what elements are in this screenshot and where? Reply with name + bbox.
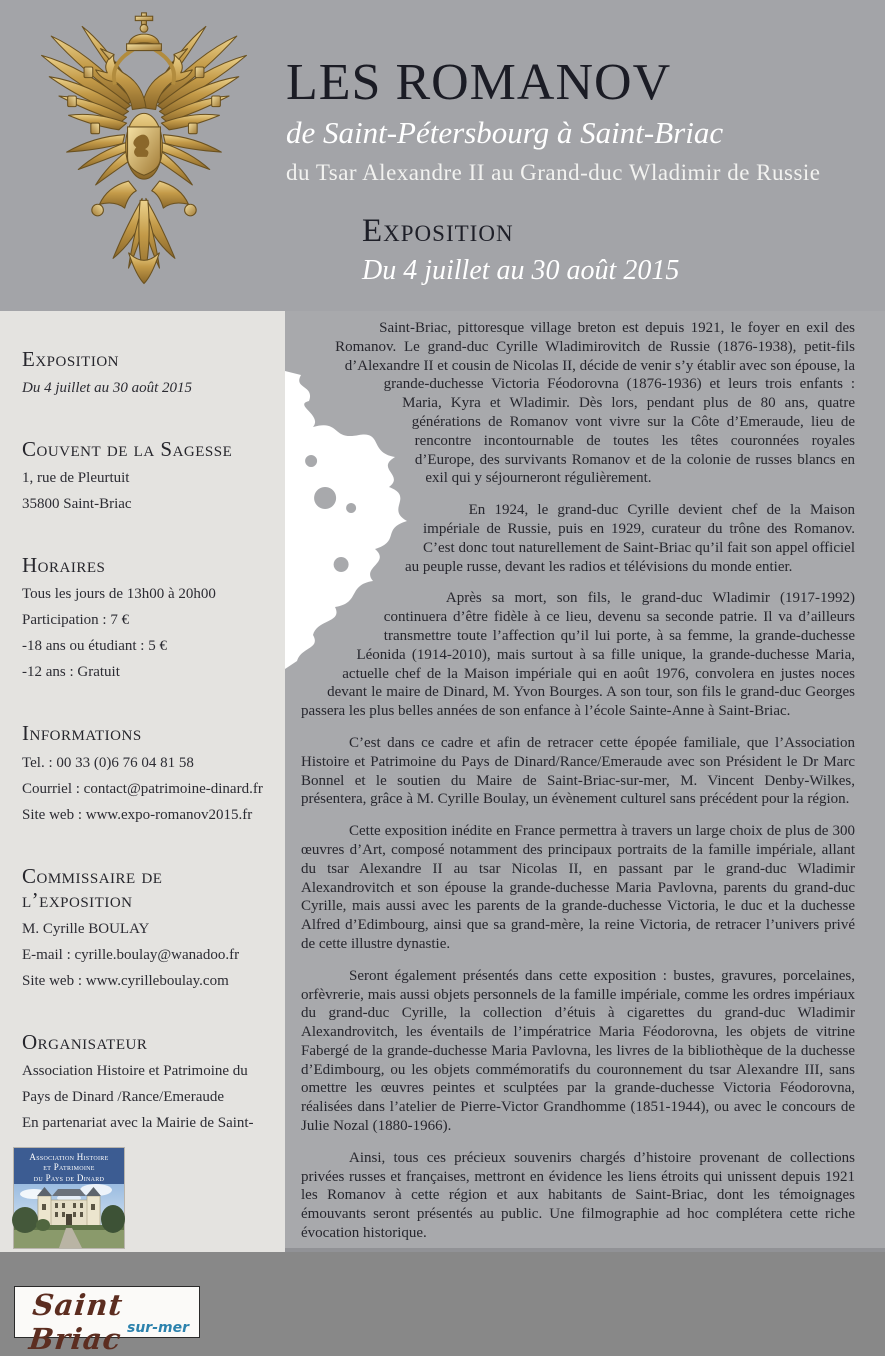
- header-subtitle-line2: du Tsar Alexandre II au Grand-duc Wladimir de Russie: [286, 159, 821, 185]
- commissaire-email: E-mail : cyrille.boulay@wanadoo.fr: [22, 946, 240, 963]
- association-logo-line1: Association Histoire: [29, 1151, 109, 1162]
- exposition-dates: Du 4 juillet au 30 août 2015: [22, 380, 192, 397]
- horaires-price-child: -12 ans : Gratuit: [22, 664, 120, 681]
- sidebar-heading-exposition: Exposition: [22, 347, 119, 371]
- sidebar-heading-commissaire: Commissaire de l’exposition: [22, 863, 163, 912]
- main-text: [285, 311, 885, 1252]
- body-paragraph-4: C’est dans ce cadre et afin de retracer cette épopée familiale, que l’Association Histoire et Patrimoine du Pays de Dinard/Rance/Emeraude avec son Président le Dr Marc Bonnel et le soutien du Maire de Saint-Briac-sur-mer, M. Vincent Denby-Wilkes, présentera, grâce à M. Cyrille Boulay, un évènement culturel sans précédent pour la région.: [301, 734, 855, 808]
- association-logo-line2: et Patrimoine: [43, 1162, 95, 1173]
- association-logo-text: [14, 1152, 124, 1184]
- info-email: Courriel : contact@patrimoine-dinard.fr: [22, 780, 263, 797]
- header-exposition-label: Exposition: [362, 212, 514, 249]
- horaires-price-student: -18 ans ou étudiant : 5 €: [22, 638, 167, 655]
- commissaire-name: M. Cyrille BOULAY: [22, 920, 150, 937]
- header: [0, 0, 885, 311]
- header-subtitle: de Saint-Pétersbourg à Saint-Briac: [286, 114, 724, 150]
- sidebar-section-horaires: [22, 553, 265, 685]
- body-paragraph-5: Cette exposition inédite en France permettra à travers un large choix de plus de 300 œuvres d’Art, composé notamment des principaux portraits de la famille impériale, allant du tsar Alexandre II au tsar Nicolas II, en passant par le grand-duc Wladimir Alexandrovitch et son épouse la grande-duchesse Maria Pavlovna, parents du grand-duc Cyrille, mais aussi avec les parents de la grande-duchesse Victoria, le duc et la duchesse Alfred d’Edimbourg, ainsi que sa grand-mère, la reine Victoria, de retracer l’univers privé de cette illustre dynastie.: [301, 823, 855, 952]
- association-logo: [14, 1148, 124, 1248]
- horaires-hours: Tous les jours de 13h00 à 20h00: [22, 586, 216, 603]
- sidebar-section-exposition: [22, 347, 265, 401]
- body-paragraph-3: Après sa mort, son fils, le grand-duc Wladimir (1917-1992) continuera d’être fidèle à ce lieu, devenu sa seconde patrie. Il va d’ailleurs transmettre toute l’affection qu’il lui porte, à sa femme, la grande-duchesse Léonida (1914-2010), mais surtout à sa fille unique, la grande-duchesse Maria, actuelle chef de la Maison impériale qui en août 1976, convolera en justes noces devant le maire de Dinard, M. Yvon Bourges. A son tour, son fils le grand-duc Georges passera les plus belles années de son enfance à l’école Sainte-Anne à Saint-Briac.: [301, 590, 855, 720]
- info-phone: Tel. : 00 33 (0)6 76 04 81 58: [22, 754, 194, 771]
- body-paragraph-1: Saint-Briac, pittoresque village breton est depuis 1921, le foyer en exil des Romanov. Le grand-duc Cyrille Wladimirovitch de Russie (1876-1938), petit-fils d’Alexandre II et cousin de Nicolas II, décide de venir s’y établir avec son épouse, la grande-duchesse Victoria Féodorovna (1876-1936) et leurs trois enfants : Maria, Kyra et Wladimir. Dès lors, pendant plus de 80 ans, quatre générations de Romanov vont vivre sur la Côte d’Emeraude, lieu de rencontre incontournable de toutes les têtes couronnées royales d’Europe, des survivants Romanov et de la colonie de russes blancs en exil qui y séjourneront régulièrement.: [335, 320, 855, 487]
- horaires-price: Participation : 7 €: [22, 612, 130, 629]
- saint-briac-logo-suffix: sur-mer: [126, 1319, 189, 1336]
- sidebar: [0, 311, 285, 1356]
- sidebar-heading-venue: Couvent de la Sagesse: [22, 437, 233, 462]
- page-title: LES ROMANOV: [286, 54, 672, 111]
- venue-street: 1, rue de Pleurtuit: [22, 470, 130, 487]
- body-paragraph-6: Seront également présentés dans cette exposition : bustes, gravures, porcelaines, orfèvrerie, mais aussi objets personnels de la famille impériale, comme les ordres impériaux du grand-duc Cyrille, la collection d’étuis à cigarettes du grand-duc Wladimir Alexandrovitch, les éventails de l’impératrice Maria Féodorovna, les objets de vitrine Fabergé de la grande-duchesse Maria Pavlovna, les livres de la bibliothèque de la duchesse d’Edimbourg, ou les objets commémoratifs du couronnement du tsar Alexandre III, sans omettre les œuvres peintes et sculptées par la grande-duchesse Victoria Féodorovna, réalisées dans l’atelier de Pierre-Victor Grandhomme (1851-1944), ou avec le concours de Julie Nozal (1880-1966).: [301, 967, 855, 1135]
- imperial-eagle-emblem: [28, 6, 260, 302]
- header-exposition-dates: Du 4 juillet au 30 août 2015: [362, 254, 680, 286]
- sidebar-heading-horaires: Horaires: [22, 553, 106, 578]
- venue-city: 35800 Saint-Briac: [22, 496, 132, 513]
- sidebar-heading-informations: Informations: [22, 721, 142, 746]
- commissaire-website: Site web : www.cyrilleboulay.com: [22, 972, 229, 989]
- page-bottom-edge: [285, 1248, 885, 1252]
- sidebar-section-commissaire: [22, 864, 265, 994]
- organisateur-line1: Association Histoire et Patrimoine du: [22, 1062, 248, 1079]
- info-website: Site web : www.expo-romanov2015.fr: [22, 806, 253, 823]
- sidebar-section-organisateur: [22, 1030, 265, 1136]
- sidebar-heading-organisateur: Organisateur: [22, 1029, 148, 1054]
- saint-briac-logo-name: Saint Briac: [27, 1287, 125, 1356]
- sidebar-section-venue: [22, 437, 265, 517]
- sidebar-section-informations: [22, 721, 265, 827]
- association-logo-line3: du Pays de Dinard: [33, 1172, 105, 1183]
- body-paragraph-2: En 1924, le grand-duc Cyrille devient chef de la Maison impériale de Russie, puis en 1929, curateur du trône des Romanov. C’est donc tout naturellement de Saint-Briac qu’il fait son appel officiel au peuple russe, devant les radios et télévisions du monde entier.: [405, 502, 855, 575]
- organisateur-line2: Pays de Dinard /Rance/Emeraude: [22, 1088, 225, 1105]
- organisateur-line3: En partenariat avec la Mairie de Saint-: [22, 1114, 254, 1131]
- body-paragraph-7: Ainsi, tous ces précieux souvenirs chargés d’histoire provenant de collections privées russes et françaises, mettront en évidence les liens étroits qui unissent depuis 1921 les Romanov à cette région et aux habitants de Saint-Briac, dont les témoignages émouvants seront présentés au public. Une filmographie ad hoc complétera cette riche évocation historique.: [301, 1149, 855, 1242]
- header-exposition-block: [362, 213, 866, 287]
- saint-briac-logo: [14, 1286, 200, 1356]
- double-headed-eagle-icon: [28, 6, 260, 302]
